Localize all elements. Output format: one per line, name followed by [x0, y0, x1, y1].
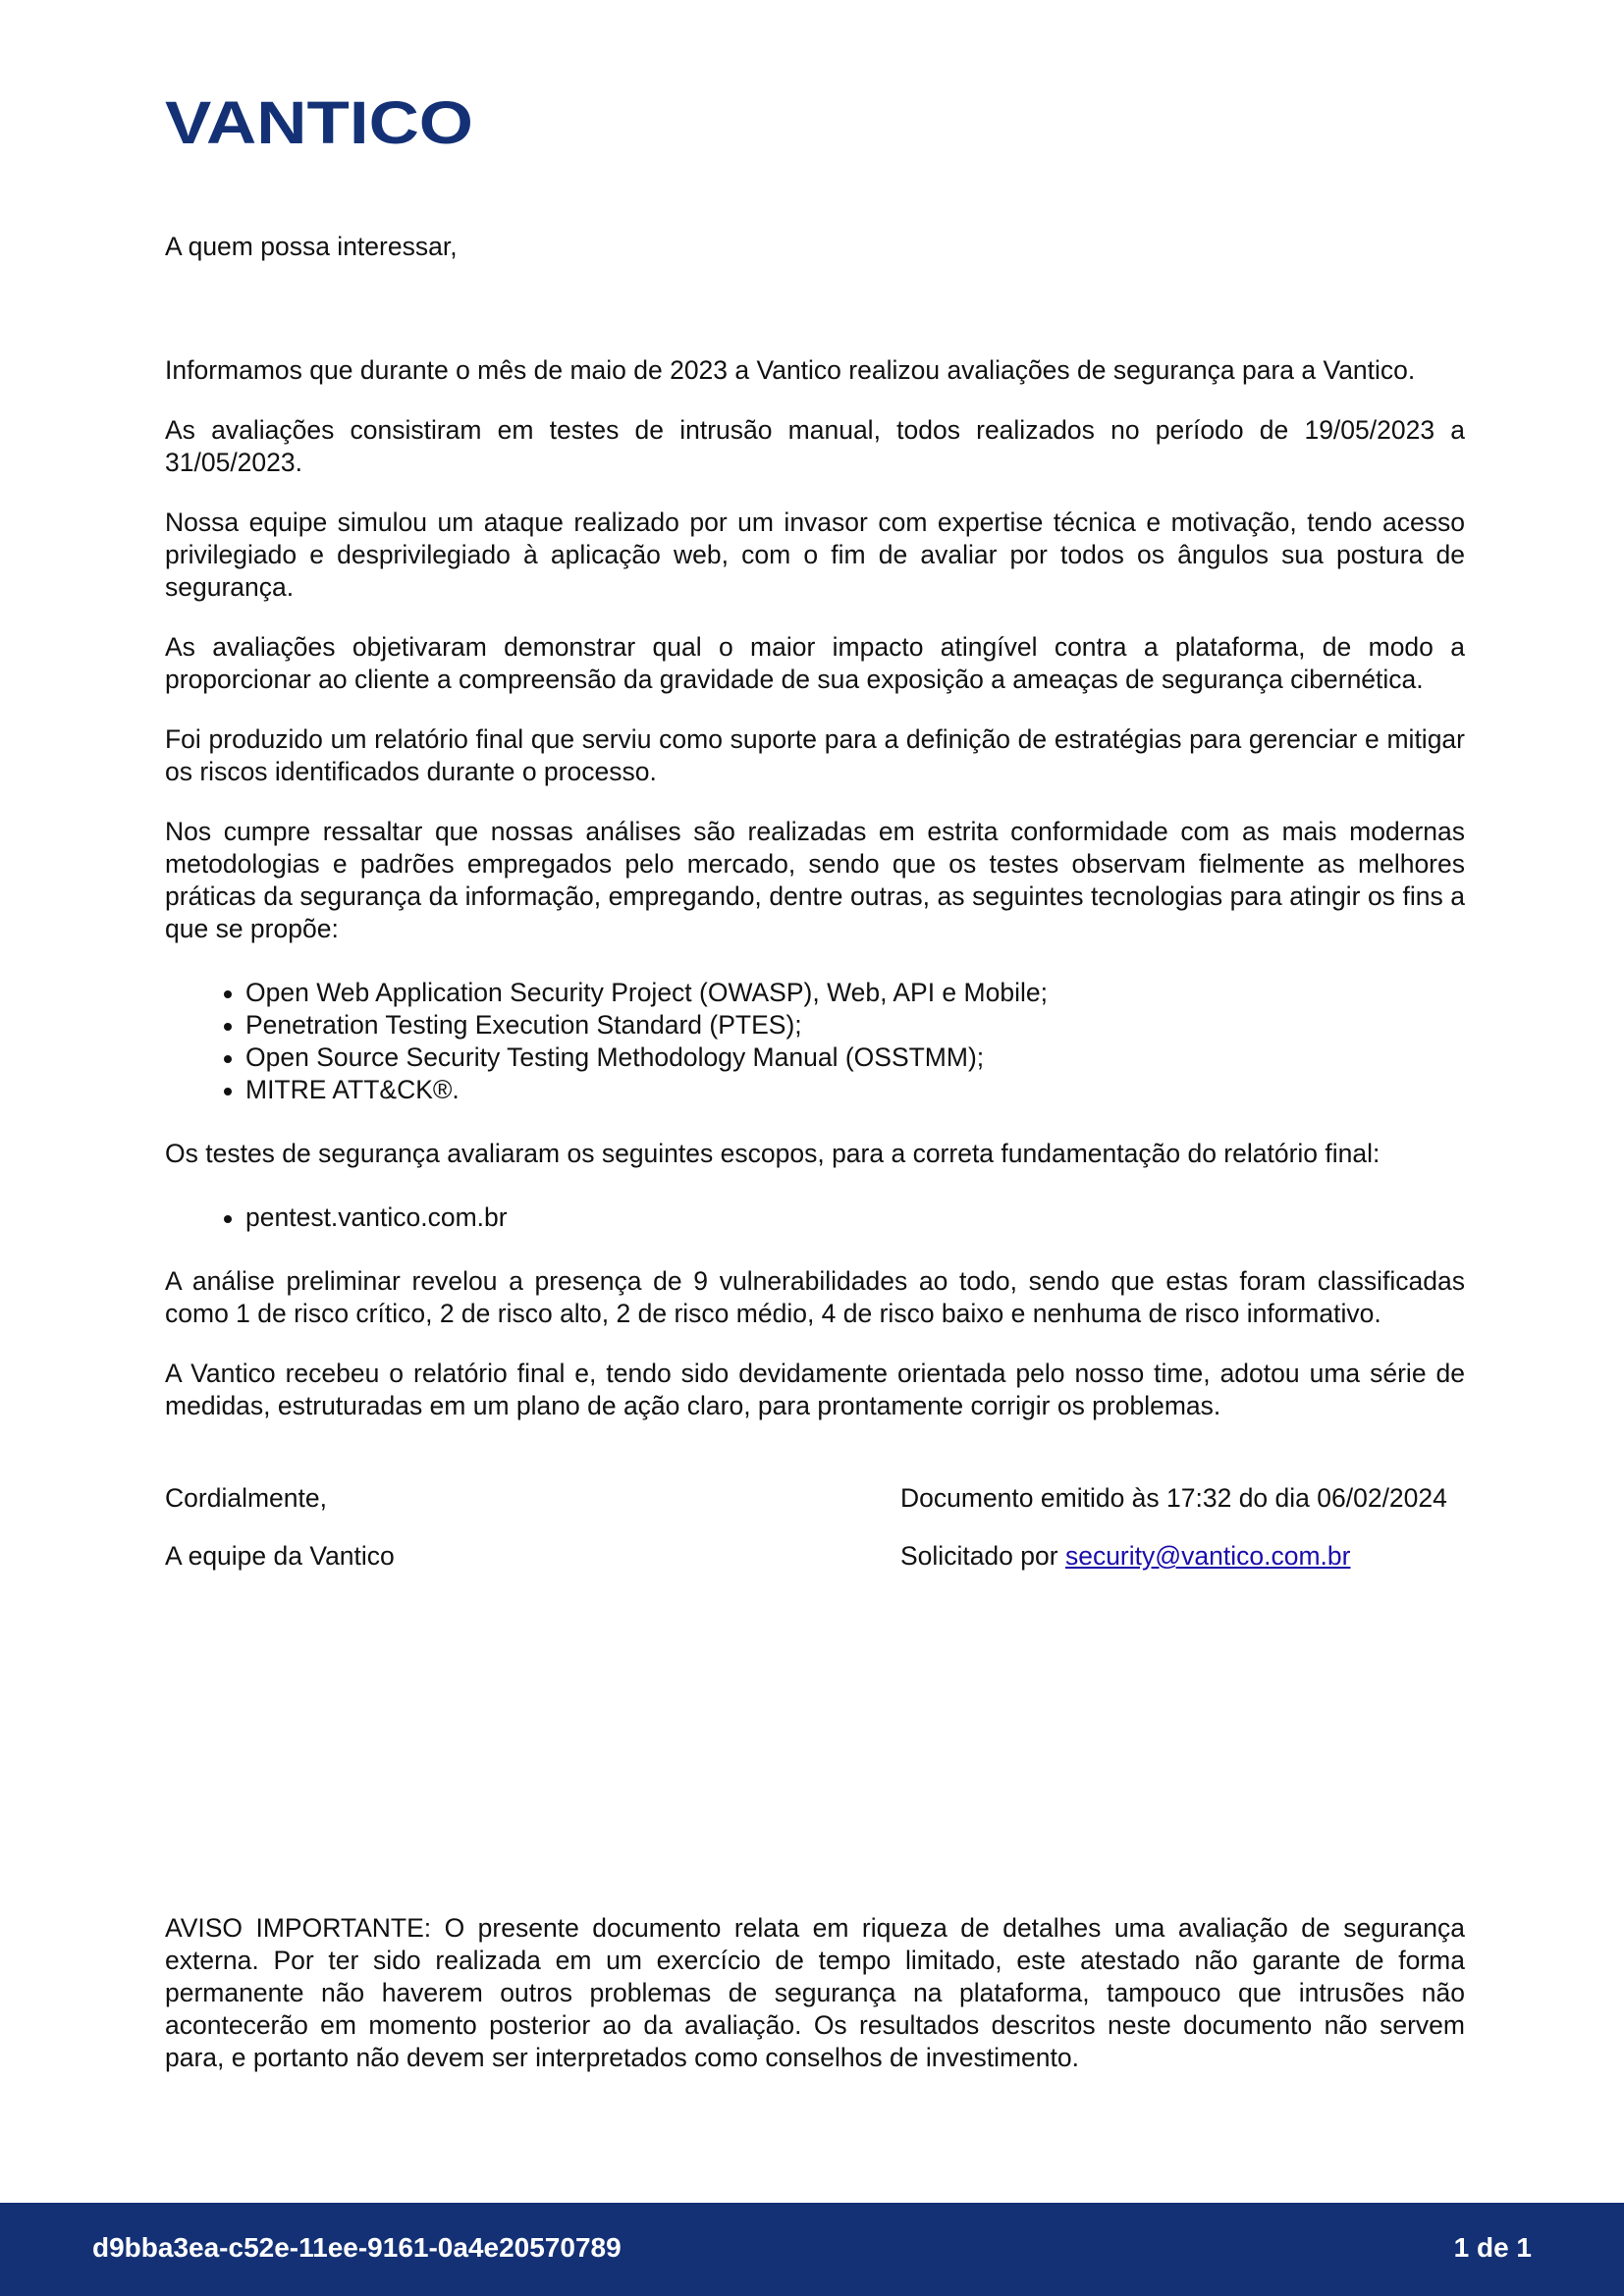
issued-timestamp: Documento emitido às 17:32 do dia 06/02/2024	[900, 1483, 1447, 1513]
paragraph-remediation: A Vantico recebeu o relatório final e, tendo sido devidamente orientada pelo nosso time, adotou uma série de medidas, estruturadas em um plano de ação claro, para prontamente corrigir os problemas.	[165, 1359, 1465, 1420]
letter-body	[165, 231, 1465, 1422]
list-item: Penetration Testing Execution Standard (PTES);	[165, 1009, 1465, 1041]
logo-text: VANTICO	[165, 100, 473, 145]
list-item: MITRE ATT&CK®.	[165, 1074, 1465, 1106]
paragraph-final-report: Foi produzido um relatório final que serviu como suporte para a definição de estratégias para gerenciar e mitigar os riscos identificados durante o processo.	[165, 724, 1465, 786]
scope-intro: Os testes de segurança avaliaram os seguintes escopos, para a correta fundamentação do relatório final:	[165, 1139, 1380, 1168]
requester-email-link[interactable]: security@vantico.com.br	[1064, 1541, 1351, 1571]
team-name: A equipe da Vantico	[165, 1541, 395, 1571]
greeting: A quem possa interessar,	[165, 232, 458, 261]
closing: Cordialmente,	[165, 1483, 327, 1513]
footer-bar	[0, 2203, 1624, 2296]
signature-block	[165, 1482, 1465, 1580]
paragraph-objectives: As avaliações objetivaram demonstrar qual o maior impacto atingível contra a plataforma, de modo a proporcionar ao cliente a compreensão da gravidade de sua exposição a ameaças de segurança cibernética.	[165, 632, 1465, 694]
vantico-logo	[165, 100, 473, 145]
requested-by-label: Solicitado por	[900, 1541, 1058, 1571]
paragraph-assessment-period: As avaliações consistiram em testes de intrusão manual, todos realizados no período de 19/05/2023 a 31/05/2023.	[165, 415, 1465, 477]
requested-by	[900, 1540, 1350, 1573]
methodology-list	[165, 977, 1465, 1106]
paragraph-findings: A análise preliminar revelou a presença de 9 vulnerabilidades ao todo, sendo que estas foram classificadas como 1 de risco crítico, 2 de risco alto, 2 de risco médio, 4 de risco baixo e nenhuma de risco informativo.	[165, 1266, 1465, 1328]
paragraph-methodology: Nos cumpre ressaltar que nossas análises são realizadas em estrita conformidade com as mais modernas metodologias e padrões empregados pelo mercado, sendo que os testes observam fielmente as melhores práticas da segurança da informação, empregando, dentre outras, as seguintes tecnologias para atingir os fins a que se propõe:	[165, 817, 1465, 943]
document-id: d9bba3ea-c52e-11ee-9161-0a4e20570789	[92, 2232, 622, 2263]
list-item: Open Web Application Security Project (OWASP), Web, API e Mobile;	[165, 977, 1465, 1009]
page-number: 1 de 1	[1453, 2232, 1532, 2263]
paragraph-attack-simulation: Nossa equipe simulou um ataque realizado por um invasor com expertise técnica e motivação, tendo acesso privilegiado e desprivilegiado à aplicação web, com o fim de avaliar por todos os ângulos sua postura de segurança.	[165, 507, 1465, 602]
list-item: pentest.vantico.com.br	[165, 1201, 1465, 1234]
scope-list	[165, 1201, 1465, 1234]
paragraph-intro: Informamos que durante o mês de maio de 2023 a Vantico realizou avaliações de segurança para a Vantico.	[165, 355, 1416, 385]
list-item: Open Source Security Testing Methodology Manual (OSSTMM);	[165, 1041, 1465, 1074]
important-notice: AVISO IMPORTANTE: O presente documento relata em riqueza de detalhes uma avaliação de segurança externa. Por ter sido realizada em um exercício de tempo limitado, este atestado não garante de forma permanente não haverem outros problemas de segurança na plataforma, tampouco que intrusões não acontecerão em momento posterior ao da avaliação. Os resultados descritos neste documento não servem para, e portanto não devem ser interpretados como conselhos de investimento.	[165, 1913, 1465, 2072]
